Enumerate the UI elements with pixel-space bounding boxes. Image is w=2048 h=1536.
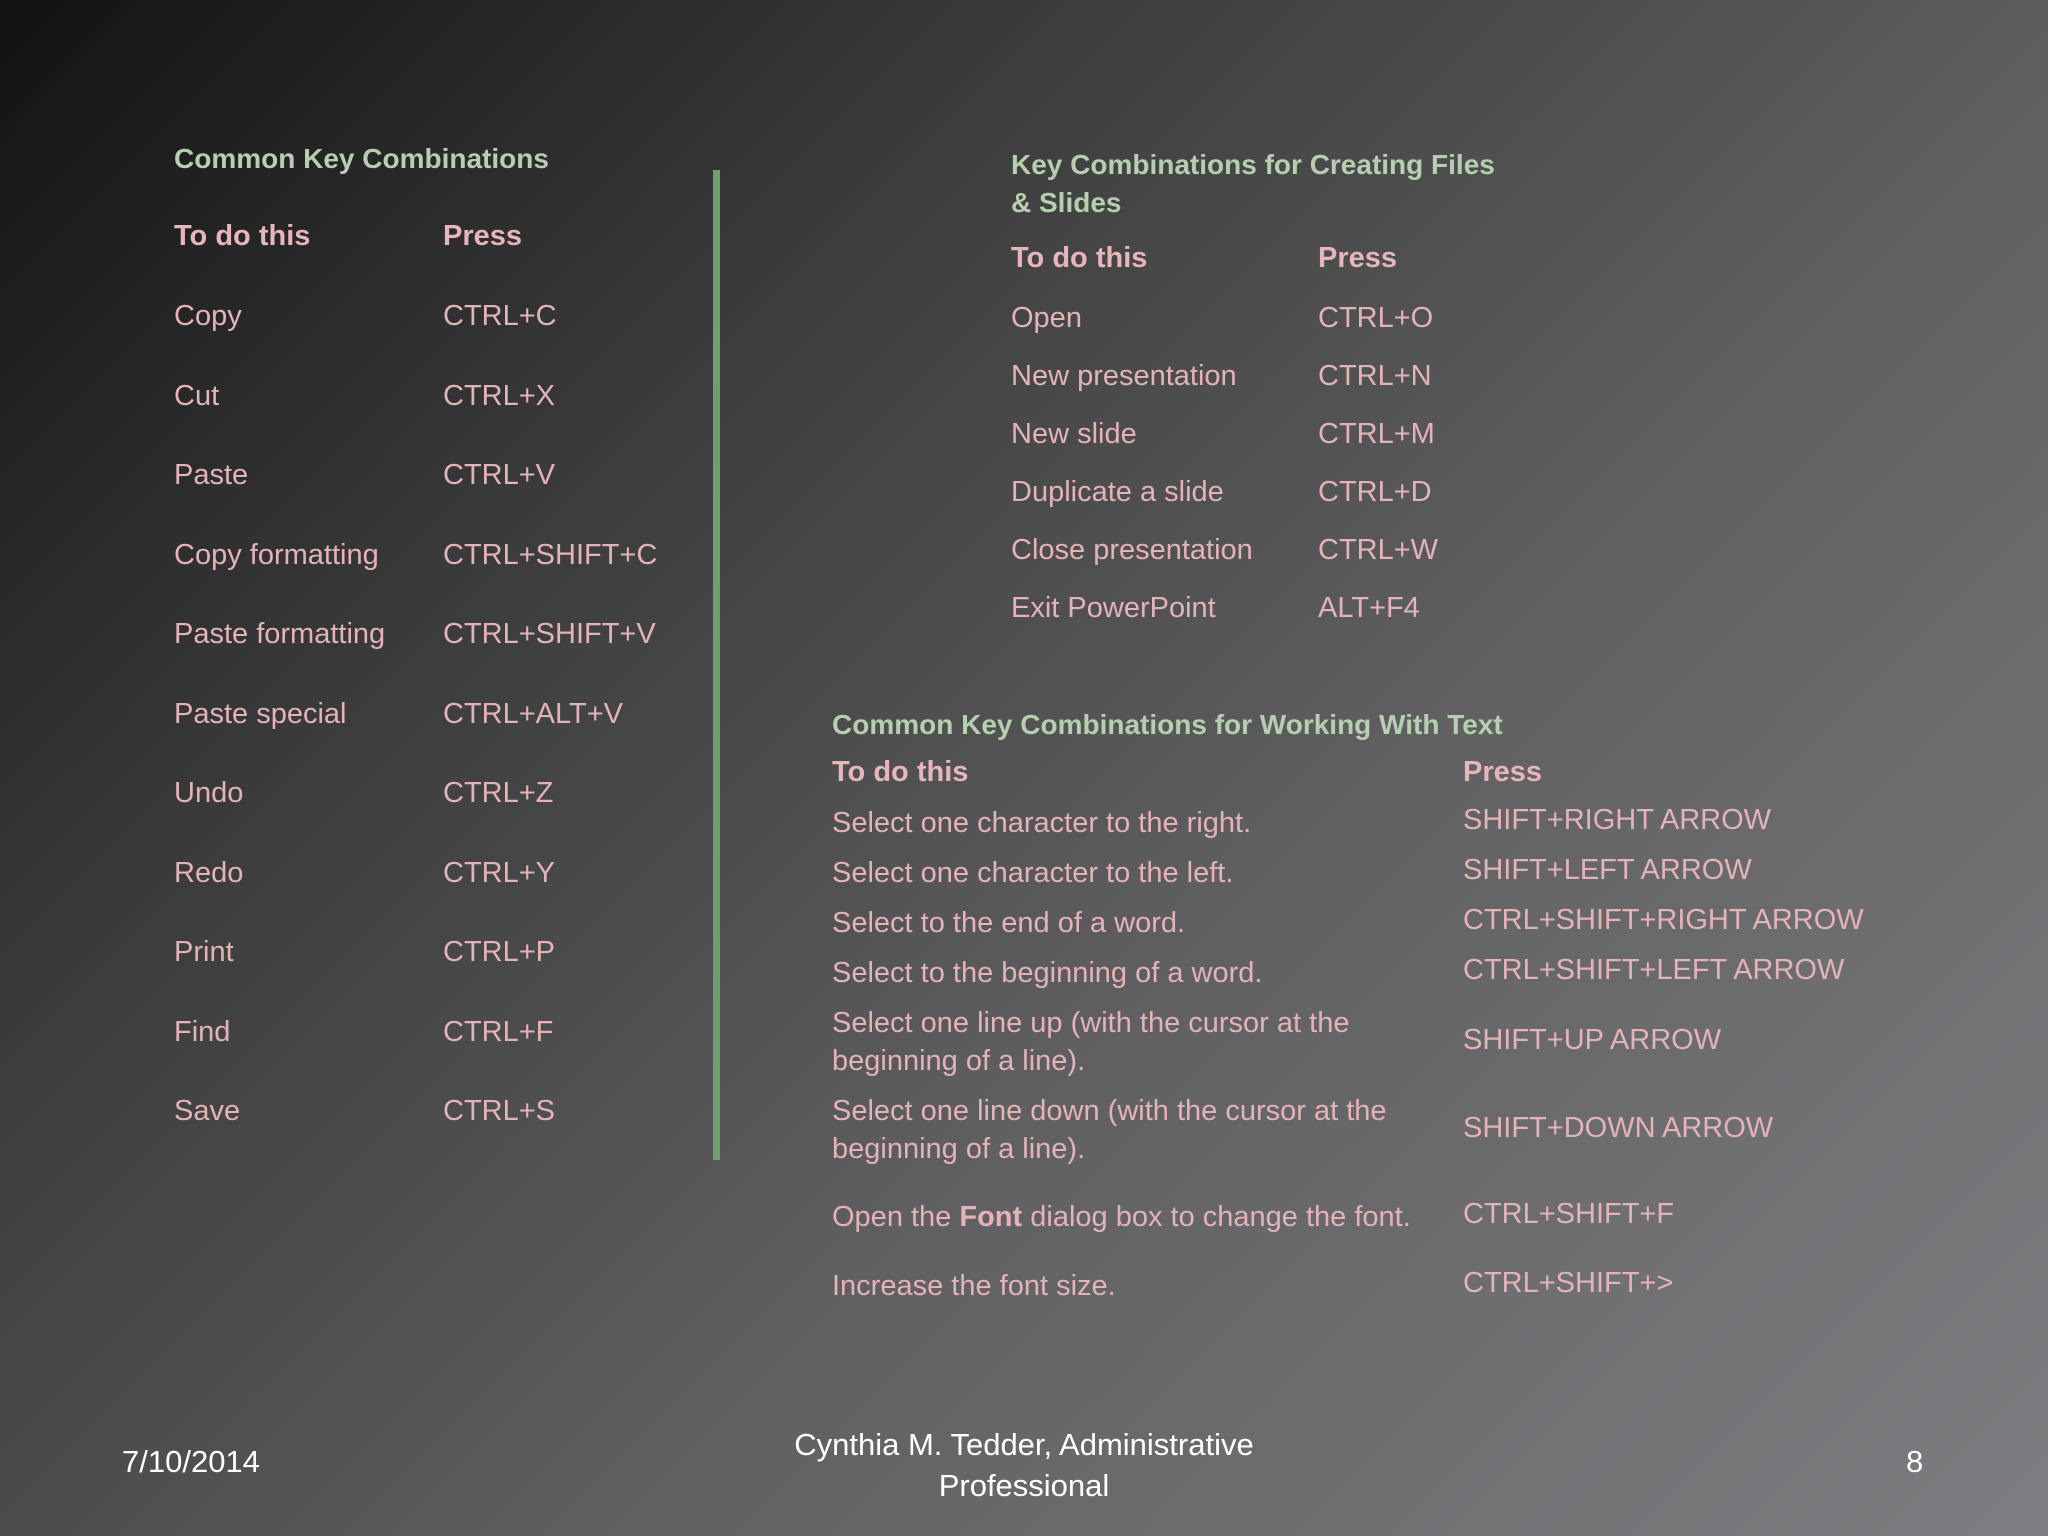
table1-task-cell: Save	[174, 1095, 241, 1127]
table3-title: Common Key Combinations for Working With Text	[832, 709, 1503, 740]
table1-press-cell: CTRL+X	[443, 379, 556, 412]
table1-task-cell: Undo	[174, 777, 244, 809]
table1-task-cell: Print	[174, 936, 234, 968]
table1-press-cell: CTRL+C	[443, 300, 557, 332]
table3-task-cell	[832, 1198, 1432, 1236]
table1-press-cell: CTRL+SHIFT+C	[443, 538, 658, 571]
table3-press-cell: CTRL+SHIFT+F	[1463, 1198, 1675, 1230]
table2-press-cell: CTRL+M	[1318, 418, 1435, 450]
table3-press-cell: SHIFT+RIGHT ARROW	[1463, 804, 1772, 836]
table3-task-text: dialog box to change the font.	[1022, 1201, 1411, 1233]
table2-press-cell: CTRL+W	[1318, 534, 1439, 566]
table3-task-cell: Select to the beginning of a word.	[832, 957, 1263, 989]
table2-press-cell: CTRL+D	[1318, 476, 1432, 508]
footer-author-line2: Professional	[938, 1468, 1110, 1503]
table1-task-cell: Paste special	[174, 697, 347, 730]
table1-task-cell: Find	[174, 1015, 231, 1048]
table1-task-cell: Redo	[174, 856, 244, 889]
table2-press-cell: CTRL+N	[1318, 360, 1432, 392]
table2-col-press-header: Press	[1318, 242, 1398, 274]
table3-task-cell: Select to the end of a word.	[832, 907, 1186, 939]
table2-task-cell: Open	[1011, 302, 1082, 334]
table3-press-cell: SHIFT+DOWN ARROW	[1463, 1112, 1774, 1144]
table1-press-cell: CTRL+SHIFT+V	[443, 618, 656, 650]
table3-task-text: Open the	[832, 1201, 960, 1233]
table1-task-cell: Paste formatting	[174, 618, 386, 650]
table1-press-cell: CTRL+S	[443, 1095, 556, 1127]
table3-task-cell: Select one character to the right.	[832, 807, 1252, 839]
table2-col-task-header: To do this	[1011, 242, 1148, 274]
table2-press-cell: ALT+F4	[1318, 592, 1420, 624]
table1-press-cell: CTRL+P	[443, 936, 556, 968]
table1-col-press-header: Press	[443, 220, 523, 252]
table1-col-task-header: To do this	[174, 220, 311, 252]
table1-press-cell: CTRL+Z	[443, 777, 554, 809]
table3-press-cell: CTRL+SHIFT+RIGHT ARROW	[1463, 904, 1864, 936]
footer-author-line1: Cynthia M. Tedder, Administrative	[794, 1427, 1254, 1462]
table3-task-bold-text: Font	[959, 1201, 1023, 1233]
table1-task-cell: Copy	[174, 300, 242, 332]
table1-press-cell: CTRL+ALT+V	[443, 697, 623, 730]
table2-task-cell: New presentation	[1011, 360, 1237, 392]
column-divider	[713, 170, 720, 1160]
table2-task-cell: Exit PowerPoint	[1011, 592, 1216, 624]
table3-task-cell: Select one character to the left.	[832, 857, 1234, 889]
table1-task-cell: Copy formatting	[174, 538, 379, 571]
table3-task-cell: Select one line up (with the cursor at the beginning of a line).	[832, 1007, 1350, 1077]
table3-press-cell: SHIFT+UP ARROW	[1463, 1024, 1722, 1056]
footer-author	[720, 1424, 1328, 1506]
table1-task-cell: Paste	[174, 459, 249, 491]
table3-press-cell: CTRL+SHIFT+LEFT ARROW	[1463, 954, 1845, 986]
table1-press-cell: CTRL+F	[443, 1015, 554, 1048]
table3-col-task-header: To do this	[832, 756, 969, 788]
table3-col-press-header: Press	[1463, 756, 1543, 788]
table2-title-line1: Key Combinations for Creating Files	[1011, 149, 1495, 180]
table2-task-cell: Close presentation	[1011, 534, 1253, 566]
table3-task-cell: Increase the font size.	[832, 1270, 1116, 1302]
table2-task-cell: Duplicate a slide	[1011, 476, 1224, 508]
table3-press-cell: SHIFT+LEFT ARROW	[1463, 854, 1752, 886]
table1-task-cell: Cut	[174, 379, 220, 412]
table2-task-cell: New slide	[1011, 418, 1137, 450]
table1-press-cell: CTRL+V	[443, 459, 556, 491]
table1-press-cell: CTRL+Y	[443, 856, 556, 889]
footer-page-number: 8	[1906, 1444, 1924, 1479]
table2-title	[1011, 146, 1495, 222]
table3-task-cell: Select one line down (with the cursor at the beginning of a line).	[832, 1095, 1387, 1165]
table1-title: Common Key Combinations	[174, 143, 549, 174]
table2-title-line2: & Slides	[1011, 187, 1122, 218]
footer-date: 7/10/2014	[122, 1444, 260, 1479]
table2-press-cell: CTRL+O	[1318, 302, 1434, 334]
table3-press-cell: CTRL+SHIFT+>	[1463, 1267, 1674, 1299]
